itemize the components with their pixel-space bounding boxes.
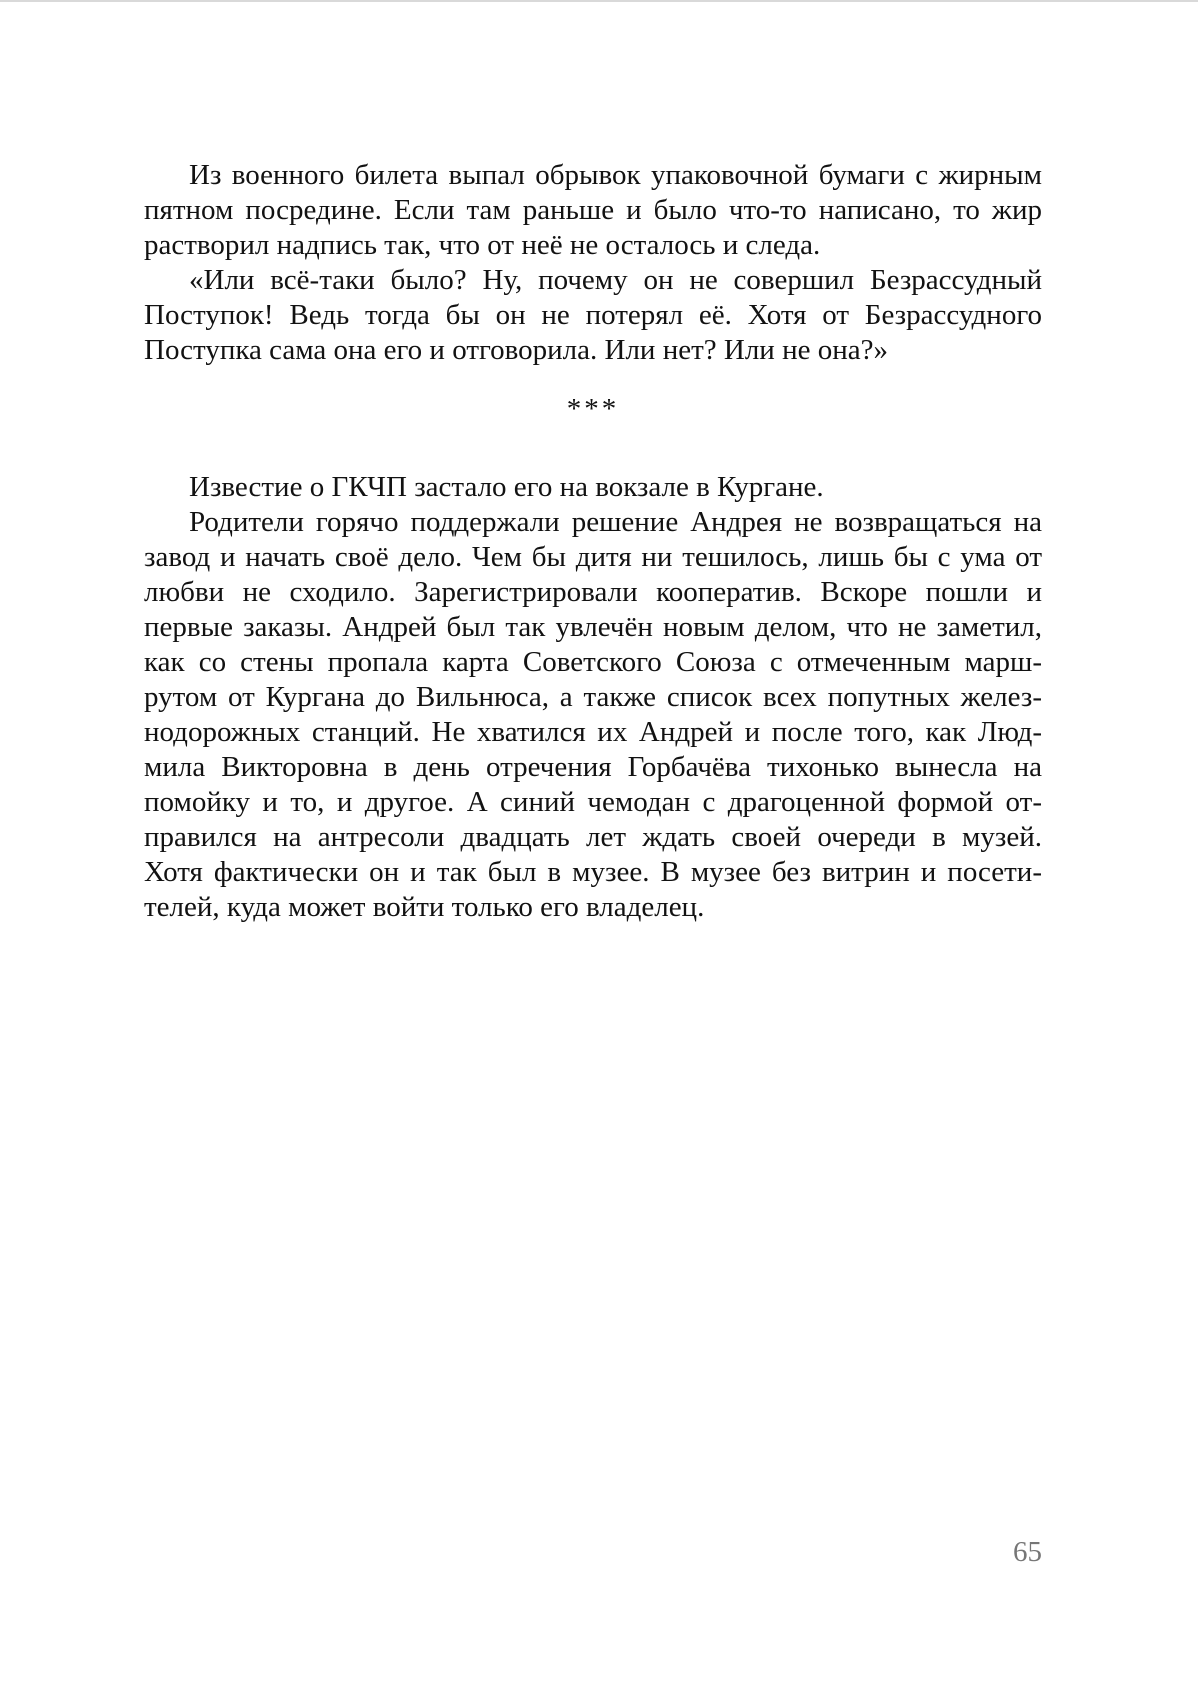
text-line: помойку и то, и другое. А синий чемодан с драгоценной формой от- — [144, 786, 1042, 818]
paragraph — [144, 470, 1042, 505]
page-text — [144, 158, 1042, 925]
text-line: Поступок! Ведь тогда бы он не потерял её. Хотя от Безрассудного — [144, 299, 1042, 331]
text-line: мила Викторовна в день отречения Горбачёва тихонько вынесла на — [144, 751, 1042, 783]
text-line: завод и начать своё дело. Чем бы дитя ни тешилось, лишь бы с ума от — [144, 541, 1042, 573]
text-line: правился на антресоли двадцать лет ждать своей очереди в музей. — [144, 821, 1042, 853]
page-number: 65 — [1013, 1536, 1042, 1568]
paragraph — [144, 505, 1042, 925]
text-line: любви не сходило. Зарегистрировали кооператив. Вскоре пошли и — [144, 576, 1042, 608]
text-line: Известие о ГКЧП застало его на вокзале в Кургане. — [189, 471, 824, 503]
text-line: Хотя фактически он и так был в музее. В музее без витрин и посети- — [144, 856, 1042, 888]
text-line: телей, куда может войти только его владелец. — [144, 891, 705, 923]
text-line: как со стены пропала карта Советского Союза с отмеченным марш- — [144, 646, 1042, 678]
section-separator: *** — [566, 393, 620, 425]
text-line: Родители горячо поддержали решение Андрея не возвращаться на — [189, 506, 1042, 538]
text-line: рутом от Кургана до Вильнюса, а также список всех попутных желез- — [144, 681, 1042, 713]
text-line: Из военного билета выпал обрывок упаковочной бумаги с жирным — [189, 159, 1042, 191]
text-line: первые заказы. Андрей был так увлечён новым делом, что не заметил, — [144, 611, 1042, 643]
text-line: Поступка сама она его и отговорила. Или нет? Или не она?» — [144, 334, 888, 366]
text-line: нодорожных станций. Не хватился их Андрей и после того, как Люд- — [144, 716, 1042, 748]
paragraph — [144, 263, 1042, 368]
text-line: растворил надпись так, что от неё не осталось и следа. — [144, 229, 821, 261]
paragraph — [144, 158, 1042, 263]
text-line: «Или всё-таки было? Ну, почему он не совершил Безрассудный — [189, 264, 1042, 296]
text-line: пятном посредине. Если там раньше и было что-то написано, то жир — [144, 194, 1042, 226]
